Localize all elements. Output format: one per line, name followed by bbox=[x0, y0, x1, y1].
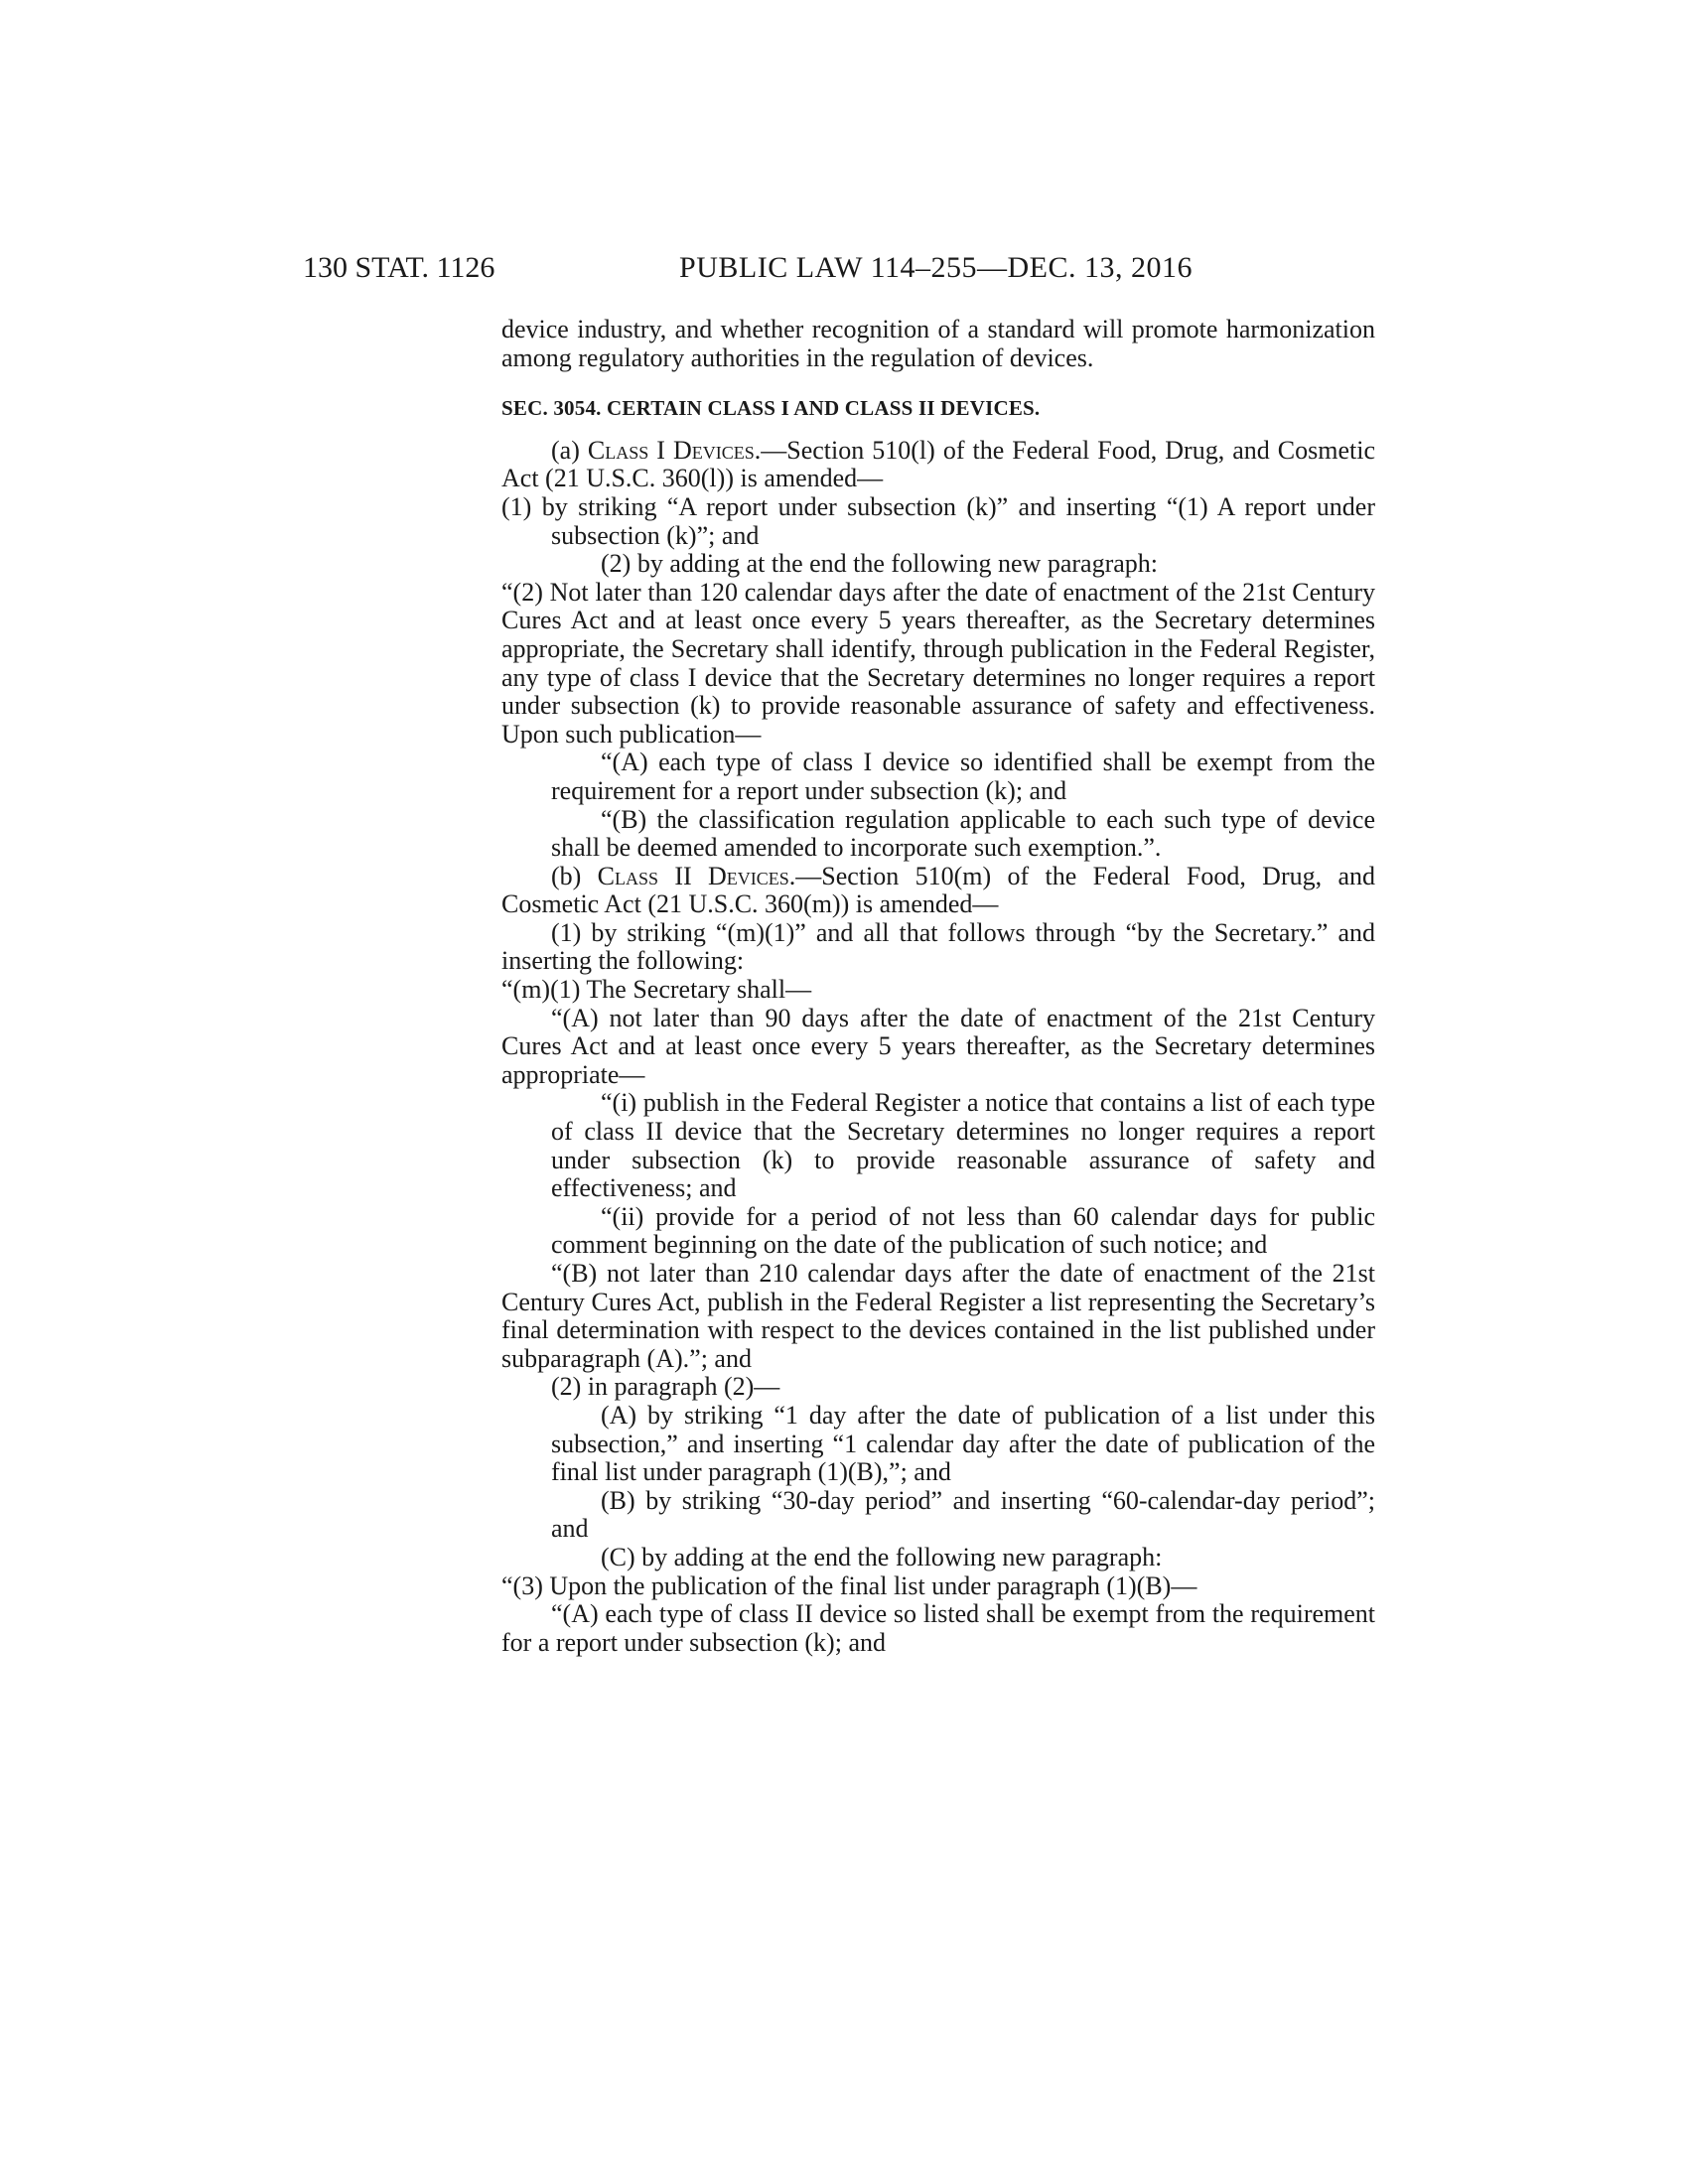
subparagraph-b2A: (A) by striking “1 day after the date of publication of a list under this subsection,” and inserting “1 calendar day after the date of publication of the final list under paragraph (1)(B),”; and bbox=[551, 1400, 1375, 1487]
subsection-a bbox=[501, 437, 1375, 493]
subparagraph-b2B: (B) by striking “30-day period” and inserting “60-calendar-day period”; and bbox=[551, 1485, 1375, 1544]
running-header bbox=[303, 248, 1375, 288]
subsection-b-text: .—Section 510(m) of the Federal Food, Drug, and Cosmetic Act (21 U.S.C. 360(m)) is amended— bbox=[501, 861, 1375, 919]
quoted-subparagraph-2A bbox=[501, 749, 1375, 805]
paragraph-a1: (1) by striking “A report under subsection (k)” and inserting “(1) A report under subsection (k)”; and bbox=[501, 491, 1375, 550]
quoted-subparagraph-2B: “(B) the classification regulation applicable to each such type of device shall be deemed amended to incorporate such exemption.”. bbox=[551, 804, 1375, 863]
quoted-subparagraph-A: “(A) not later than 90 days after the date of enactment of the 21st Century Cures Act and at least once every 5 years thereafter, as the Secretary determines appropriate— bbox=[501, 1003, 1375, 1089]
paragraph-a2: (2) by adding at the end the following new paragraph: bbox=[601, 549, 1158, 579]
paragraph-b1: (1) by striking “(m)(1)” and all that follows through “by the Secretary.” and inserting the following: bbox=[501, 917, 1375, 976]
quoted-m1: “(m)(1) The Secretary shall— bbox=[501, 975, 812, 1005]
public-law-title: PUBLIC LAW 114–255—DEC. 13, 2016 bbox=[679, 251, 1193, 284]
subsection-a-heading: Class I Devices bbox=[587, 435, 755, 465]
subsection-a-prefix: (a) bbox=[551, 435, 588, 465]
paragraph-b2: (2) in paragraph (2)— bbox=[551, 1372, 780, 1402]
quoted-subparagraph-3A: “(A) each type of class II device so listed shall be exempt from the requirement for a report under subsection (k); and bbox=[501, 1599, 1375, 1657]
subparagraph-b2C: (C) by adding at the end the following new paragraph: bbox=[601, 1542, 1163, 1571]
document-body bbox=[501, 316, 1375, 1657]
quoted-clause-i: “(i) publish in the Federal Register a notice that contains a list of each type of class II device that the Secretary determines no longer requires a report under subsection (k) to provide reasonable assurance of safety and effectiveness; and bbox=[551, 1088, 1375, 1203]
subsection-b-heading: Class II Devices bbox=[597, 861, 789, 890]
subsection-b-prefix: (b) bbox=[551, 861, 598, 890]
subsection-b bbox=[501, 863, 1375, 919]
quoted-paragraph-3: “(3) Upon the publication of the final list under paragraph (1)(B)— bbox=[501, 1570, 1197, 1600]
statute-page-number: 130 STAT. 1126 bbox=[303, 251, 495, 284]
paragraph-continuation: device industry, and whether recognition of a standard will promote harmonization among regulatory authorities in the regulation of devices. bbox=[501, 315, 1375, 372]
subsection-a-text: .—Section 510(l) of the Federal Food, Drug, and Cosmetic Act (21 U.S.C. 360(l)) is amended— bbox=[501, 435, 1375, 493]
section-heading: SEC. 3054. CERTAIN CLASS I AND CLASS II DEVICES. bbox=[501, 396, 1041, 421]
quoted-subparagraph-B: “(B) not later than 210 calendar days after the date of enactment of the 21st Century Cures Act, publish in the Federal Register a list representing the Secretary’s final determination with respect to the devices contained in the list published under subparagraph (A).”; and bbox=[501, 1259, 1375, 1373]
quoted-subparagraph-2A-text: “(A) each type of class I device so identified shall be exempt from the requirement for a report under subsection (k); and bbox=[551, 748, 1375, 805]
quoted-clause-ii: “(ii) provide for a period of not less than 60 calendar days for public comment beginning on the date of the publication of such notice; and bbox=[551, 1201, 1375, 1260]
quoted-paragraph-2: “(2) Not later than 120 calendar days after the date of enactment of the 21st Century Cures Act and at least once every 5 years thereafter, as the Secretary determines appropriate, the Secretary shall identify, through publication in the Federal Register, any type of class I device that the Secretary determines no longer requires a report under subsection (k) to provide reasonable assurance of safety and effectiveness. Upon such publication— bbox=[501, 577, 1375, 749]
